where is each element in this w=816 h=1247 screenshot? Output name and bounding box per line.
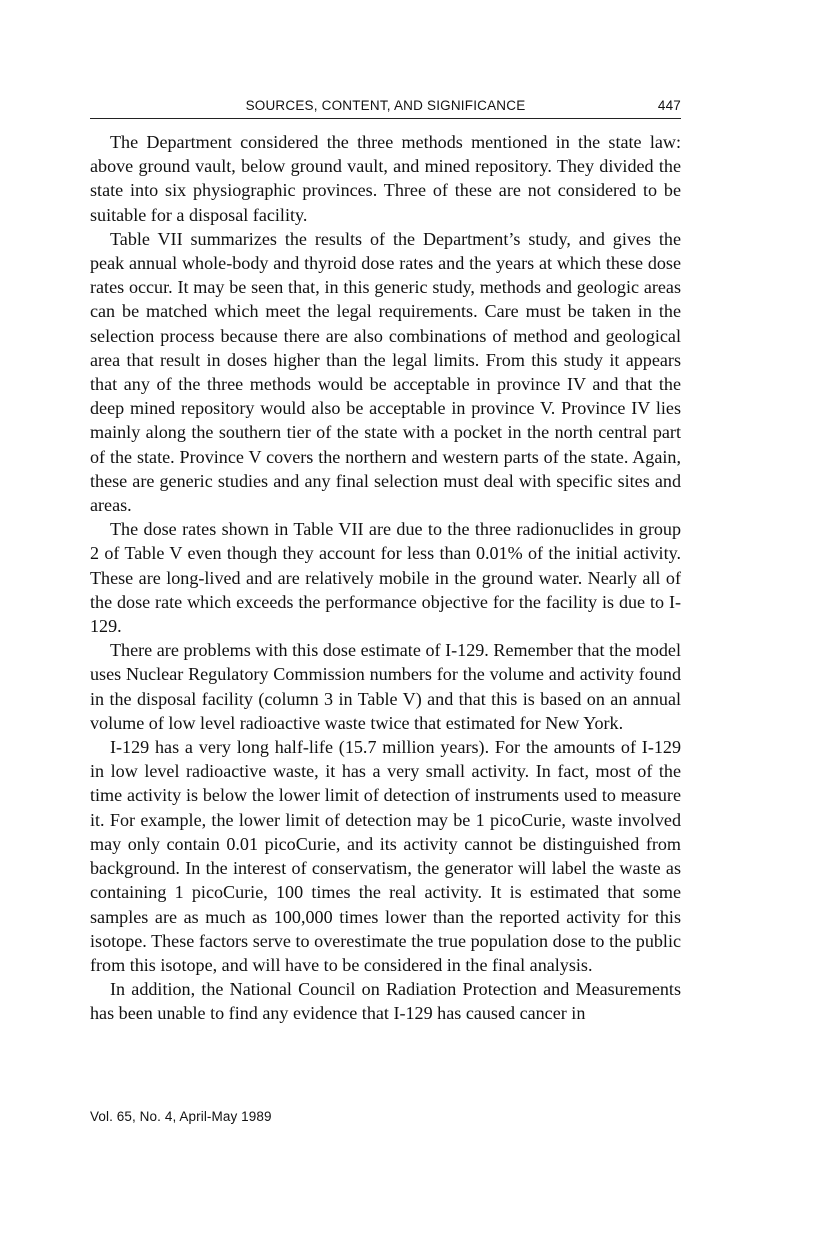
paragraph-half-life: I-129 has a very long half-life (15.7 million years). For the amounts of I-129 in low level radioactive waste, it has a very small activity. In fact, most of the time activity is below the lower limit of detection of instruments used to measure it. For example, the lower limit of detection may be 1 picoCurie, waste involved may only contain 0.01 picoCurie, and its activity cannot be distinguished from background. In the interest of conservatism, the generator will label the waste as containing 1 picoCurie, 100 times the real activity. It is estimated that some samples are as much as 100,000 times lower than the reported activity for this isotope. These factors serve to overestimate the true population dose to the public from this isotope, and will have to be considered in the final analysis. [90, 737, 681, 975]
running-head: SOURCES, CONTENT, AND SIGNIFICANCE [245, 98, 526, 113]
paragraph-table-vii-summary: Table VII summarizes the results of the Department’s study, and gives the peak annual whole-body and thyroid dose rates and the years at which these dose rates occur. It may be seen that, in this generic study, methods and geologic areas can be matched which meet the legal requirements. Care must be taken in the selection process because there are also combinations of method and geological area that result in doses higher than the legal limits. From this study it appears that any of the three methods would be acceptable in province IV and that the deep mined repository would also be acceptable in province V. Province IV lies mainly along the southern tier of the state with a pocket in the north central part of the state. Province V covers the northern and western parts of the state. Again, these are generic studies and any final selection must deal with specific sites and areas. [90, 228, 681, 516]
page-number: 447 [657, 98, 681, 113]
paragraph-methods: The Department considered the three methods mentioned in the state law: above ground vault, below ground vault, and mined repository. They divided the state into six physiographic provinces. Three of these are not considered to be suitable for a disposal facility. [90, 132, 681, 225]
page-header [90, 96, 681, 119]
paragraph-dose-rates: The dose rates shown in Table VII are due to the three radionuclides in group 2 of Table V even though they account for less than 0.01% of the initial activity. These are long-lived and are relatively mobile in the ground water. Nearly all of the dose rate which exceeds the performance objective for the facility is due to I-129. [90, 519, 681, 637]
paragraph-dose-estimate-problems: There are problems with this dose estimate of I-129. Remember that the model uses Nuclear Regulatory Commission numbers for the volume and activity found in the disposal facility (column 3 in Table V) and that this is based on an annual volume of low level radioactive waste twice that estimated for New York. [90, 640, 681, 733]
paragraph-ncrp: In addition, the National Council on Radiation Protection and Measurements has been unable to find any evidence that I-129 has caused cancer in [90, 979, 681, 1024]
footer-citation: Vol. 65, No. 4, April-May 1989 [90, 1109, 272, 1124]
body-text [90, 130, 681, 1026]
